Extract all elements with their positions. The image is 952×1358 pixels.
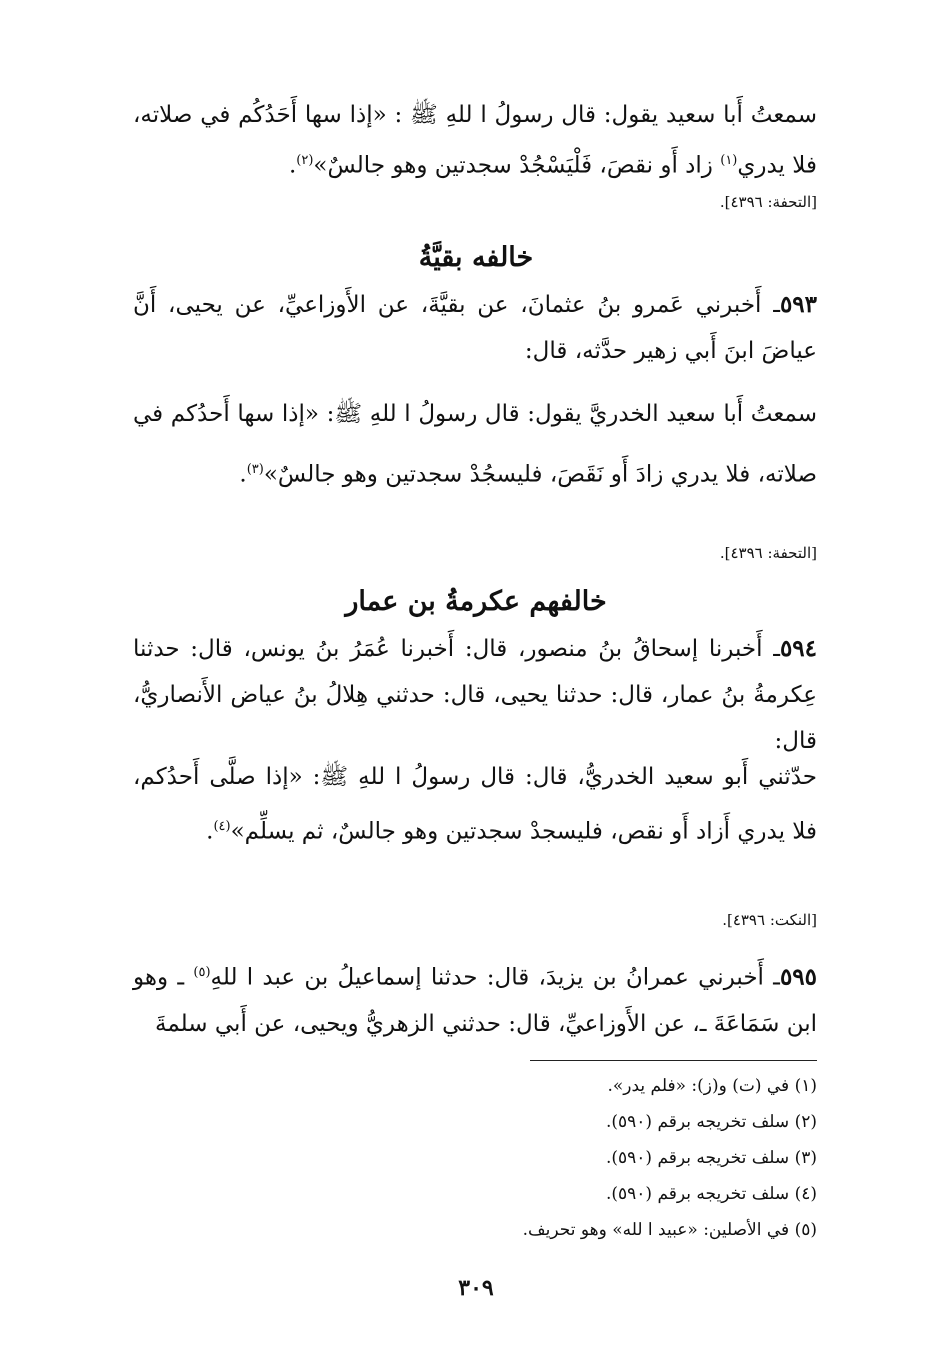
hadith-chain-594	[133, 626, 817, 764]
footnote-marker: (١)	[720, 153, 738, 168]
footnote-marker: (٣)	[246, 462, 264, 477]
footnote-marker: (٢)	[296, 153, 314, 168]
footnote-separator	[530, 1060, 817, 1061]
hadith-body-cont: زاد أَو نقصَ، فَلْيَسْجُدْ سجدتين وهو جالسٌ»	[313, 152, 721, 179]
footnotes	[133, 1068, 817, 1248]
hadith-body: حدّثني أَبو سعيد الخدريُّ، قال: قال رسولُ ا للهِ ﷺ: «إذا صلَّى أَحدُكم، فلا يدري أَزاد أَو نقص، فليسجدْ سجدتين وهو جالسٌ، ثم يسلِّم»	[133, 764, 817, 845]
footnote-5: (٥) في الأصلين: «عبيد ا لله» وهو تحريف.	[522, 1220, 817, 1240]
reference-tuhfa: [التحفة: ٤٣٩٦].	[719, 544, 817, 562]
hadith-chain-595	[133, 950, 817, 1047]
hadith-number: ٥٩٤	[779, 635, 817, 662]
hadith-number: ٥٩٣	[779, 291, 817, 318]
page-number: ٣٠٩	[458, 1275, 494, 1301]
hadith-body: سمعتُ أَبا سعيد الخدريَّ يقول: قال رسولُ ا للهِ ﷺ: «إذا سها أَحدُكم في صلاته، فلا يدري زادَ أَو نَقَصَ، فليسجُدْ سجدتين وهو جالسٌ»	[133, 401, 817, 488]
hadith-number: ٥٩٥	[779, 963, 817, 991]
isnad-text: ـ أَخبرني عَمرو بنُ عثمانَ، عن بقيَّةَ، عن الأَوزاعيِّ، عن يحيى، أَنَّ عياضَ ابنَ أَبي زهير حدَّثه، قال:	[133, 292, 817, 364]
footnote-marker: (٤)	[213, 819, 231, 834]
reference-tuhfa: [التحفة: ٤٣٩٦].	[719, 193, 817, 211]
footnote-2: (٢) سلف تخريجه برقم (٥٩٠).	[605, 1112, 817, 1132]
isnad-text: ـ أَخبرني عمرانُ بن يزيدَ، قال: حدثنا إسماعيلُ بن عبد ا للهِ	[210, 964, 780, 991]
hadith-text-592: سمعتُ أَبا سعيد يقول: قال رسولُ ا للهِ ﷺ : «إذا سها أَحَدُكُم في صلاته، فلا يدري$^{(١)}$ زاد أَو نقصَ، فَلْيَسْجُدْ سجدتين وهو جالسٌ»$^{(٢)}$.	[133, 102, 817, 179]
isnad-text: ـ أَخبرنا إسحاقُ بنُ منصور، قال: أَخبرنا عُمَرُ بنُ يونس، قال: حدثنا عِكرمةُ بنُ عمار، قال: حدثنا يحيى، قال: حدثني هِلالُ بنُ عياض الأَنصاريُّ، قال:	[133, 636, 817, 754]
footnote-1: (١) في (ت) و(ز): «فلم يدر».	[607, 1076, 817, 1096]
section-heading: خالفه بقيَّةُ	[418, 242, 534, 273]
reference-nukat: [النكت: ٤٣٩٦].	[722, 911, 817, 929]
section-heading: خالفهم عكرمةُ بن عمار	[345, 586, 607, 617]
hadith-chain-593	[133, 282, 817, 374]
hadith-body: سمعتُ أَبا سعيد يقول: قال رسولُ ا للهِ ﷺ : «إذا سها أَحَدُكُم في صلاته، فلا يدري	[133, 102, 817, 179]
hadith-text-594: حدّثني أَبو سعيد الخدريُّ، قال: قال رسولُ ا للهِ ﷺ: «إذا صلَّى أَحدُكم، فلا يدري أَزاد أَو نقص، فليسجدْ سجدتين وهو جالسٌ، ثم يسلِّم»$^{(٤)}$.	[133, 764, 817, 845]
footnote-3: (٣) سلف تخريجه برقم (٥٩٠).	[605, 1148, 817, 1168]
footnote-4: (٤) سلف تخريجه برقم (٥٩٠).	[605, 1184, 817, 1204]
hadith-text-593: سمعتُ أَبا سعيد الخدريَّ يقول: قال رسولُ ا للهِ ﷺ: «إذا سها أَحدُكم في صلاته، فلا يدري زادَ أَو نَقَصَ، فليسجُدْ سجدتين وهو جالسٌ»$^{(٣)}$.	[133, 401, 817, 488]
footnote-marker: (٥)	[193, 965, 211, 980]
isnad-text-cont: ـ وهو ابن سَمَاعَةَ ـ، عن الأَوزاعيِّ، قال: حدثني الزهريُّ ويحيى، عن أَبي سلمةَ	[133, 964, 817, 1037]
